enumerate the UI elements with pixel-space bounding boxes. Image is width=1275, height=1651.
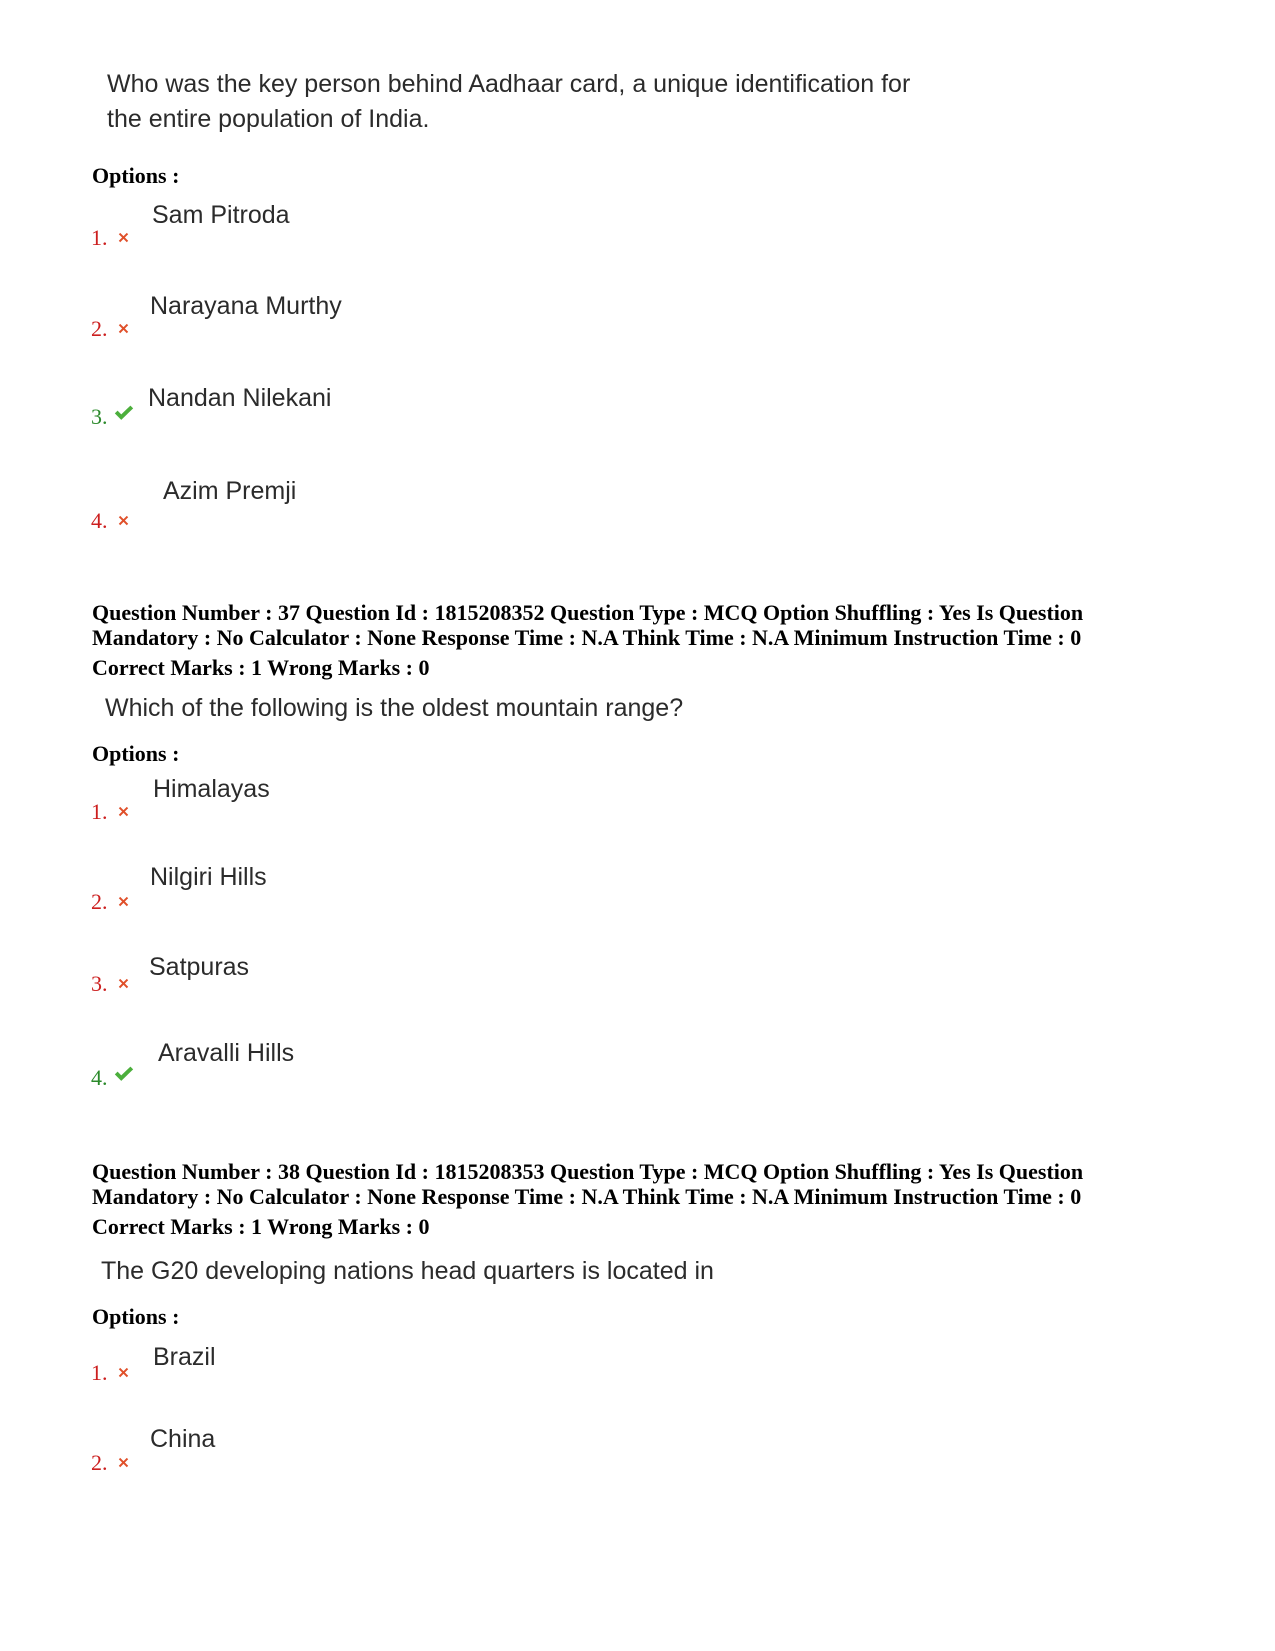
question-36-text-line-1: Who was the key person behind Aadhaar card, a unique identification for (107, 70, 911, 98)
options-label: Options : (92, 741, 180, 766)
question-37-meta-line-2: Mandatory : No Calculator : None Response Time : N.A Think Time : N.A Minimum Instruction Time : 0 (92, 625, 1082, 650)
option-text: Nandan Nilekani (148, 384, 332, 412)
option-number: 4. (91, 1065, 108, 1090)
cross-icon (116, 1365, 131, 1380)
option-number: 3. (91, 971, 108, 996)
option-number: 2. (91, 316, 108, 341)
options-label: Options : (92, 1304, 180, 1329)
cross-icon (116, 804, 131, 819)
question-37-meta-line-1: Question Number : 37 Question Id : 1815208352 Question Type : MCQ Option Shuffling : Yes Is Question (92, 600, 1084, 625)
option-text: Satpuras (149, 953, 250, 981)
check-icon (113, 1065, 135, 1082)
cross-icon (116, 321, 131, 336)
cross-icon (116, 894, 131, 909)
options-label: Options : (92, 163, 180, 188)
option-text: Himalayas (153, 775, 270, 803)
option-number: 2. (91, 1450, 108, 1475)
option-text: Azim Premji (163, 477, 297, 505)
option-text: Sam Pitroda (152, 201, 290, 229)
question-38-text: The G20 developing nations head quarters is located in (101, 1257, 714, 1285)
option-number: 4. (91, 508, 108, 533)
cross-icon (116, 976, 131, 991)
option-number: 3. (91, 404, 108, 429)
cross-icon (116, 1455, 131, 1470)
question-37-marks: Correct Marks : 1 Wrong Marks : 0 (92, 655, 430, 680)
check-icon (113, 404, 135, 421)
cross-icon (116, 513, 131, 528)
option-number: 1. (91, 225, 108, 250)
option-text: Aravalli Hills (158, 1039, 295, 1067)
question-38-meta-line-1: Question Number : 38 Question Id : 1815208353 Question Type : MCQ Option Shuffling : Yes Is Question (92, 1159, 1084, 1184)
option-text: Brazil (153, 1343, 216, 1371)
question-38-marks: Correct Marks : 1 Wrong Marks : 0 (92, 1214, 430, 1239)
question-37-text: Which of the following is the oldest mountain range? (105, 694, 684, 722)
option-text: Narayana Murthy (150, 292, 342, 320)
option-number: 2. (91, 889, 108, 914)
cross-icon (116, 230, 131, 245)
option-number: 1. (91, 799, 108, 824)
option-text: China (150, 1425, 216, 1453)
question-38-meta-line-2: Mandatory : No Calculator : None Response Time : N.A Think Time : N.A Minimum Instruction Time : 0 (92, 1184, 1082, 1209)
option-text: Nilgiri Hills (150, 863, 267, 891)
option-number: 1. (91, 1360, 108, 1385)
question-36-text-line-2: the entire population of India. (107, 105, 430, 133)
